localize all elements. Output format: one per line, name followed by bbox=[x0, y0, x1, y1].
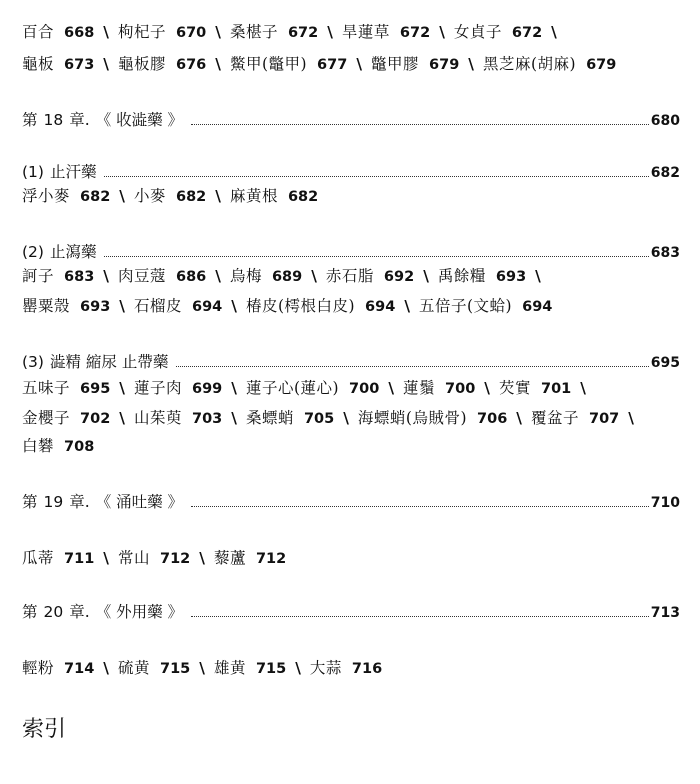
entry-name: 桑椹子 bbox=[229, 23, 278, 41]
chapter-page: 713 bbox=[650, 605, 680, 621]
chapter-unit: 章. bbox=[69, 111, 90, 129]
entry-name: 常山 bbox=[117, 549, 150, 567]
entry-item[interactable] bbox=[22, 54, 94, 75]
entry-name: 龜板膠 bbox=[117, 55, 166, 73]
separator: \ bbox=[103, 549, 109, 567]
chapter-unit: 章. bbox=[69, 603, 90, 621]
entry-item[interactable] bbox=[230, 266, 302, 287]
separator: \ bbox=[103, 23, 109, 41]
entry-item[interactable] bbox=[230, 186, 318, 207]
entry-page: 693 bbox=[80, 299, 111, 315]
entry-item[interactable] bbox=[419, 296, 552, 317]
entry-name: 石榴皮 bbox=[133, 297, 182, 315]
entry-name: 覆盆子 bbox=[530, 409, 579, 427]
entry-name: 椿皮(樗根白皮) bbox=[245, 297, 356, 315]
entry-name: 女貞子 bbox=[453, 23, 502, 41]
entry-item[interactable] bbox=[134, 296, 222, 317]
chapter-20-heading[interactable] bbox=[22, 602, 680, 623]
separator: \ bbox=[231, 409, 237, 427]
entry-page: 670 bbox=[175, 25, 207, 41]
entry-name: 五味子 bbox=[22, 379, 71, 397]
chapter-label: 第 bbox=[22, 603, 38, 621]
entry-page: 672 bbox=[287, 25, 319, 41]
separator: \ bbox=[215, 23, 221, 41]
entry-item[interactable] bbox=[22, 548, 94, 569]
entry-page: 679 bbox=[586, 57, 617, 73]
entry-item[interactable] bbox=[499, 378, 571, 399]
section-page: 695 bbox=[650, 355, 680, 371]
entry-page: 703 bbox=[191, 411, 223, 427]
entry-item[interactable] bbox=[22, 266, 94, 287]
entry-name: 硫黄 bbox=[117, 659, 150, 677]
chapter-label: 第 bbox=[22, 493, 38, 511]
entry-name: 金櫻子 bbox=[22, 409, 71, 427]
entry-item[interactable] bbox=[22, 436, 94, 457]
chapter-18-heading[interactable] bbox=[22, 110, 680, 131]
entry-page: 707 bbox=[588, 411, 620, 427]
entry-page: 672 bbox=[399, 25, 431, 41]
entry-page: 715 bbox=[159, 661, 191, 677]
section-page: 682 bbox=[650, 165, 680, 181]
entry-item[interactable] bbox=[230, 22, 318, 43]
entry-page: 689 bbox=[271, 269, 303, 285]
section-number: (2) bbox=[22, 243, 44, 261]
entry-item[interactable] bbox=[371, 54, 459, 75]
entry-page: 706 bbox=[477, 411, 508, 427]
chapter-number: 18 bbox=[43, 111, 64, 129]
entry-item[interactable] bbox=[118, 266, 206, 287]
entry-item[interactable] bbox=[246, 296, 395, 317]
separator: \ bbox=[119, 409, 125, 427]
entry-name: 蓮子肉 bbox=[133, 379, 182, 397]
chapter-title: 《 涌吐藥 》 bbox=[95, 493, 184, 511]
trailing-separator: \ bbox=[580, 379, 586, 397]
dot-leader bbox=[191, 505, 649, 507]
entry-row bbox=[22, 186, 672, 207]
entry-page: 715 bbox=[255, 661, 287, 677]
entry-name: 輕粉 bbox=[22, 659, 55, 677]
separator: \ bbox=[311, 267, 317, 285]
entry-item[interactable] bbox=[22, 658, 94, 679]
entry-item[interactable] bbox=[22, 408, 110, 429]
entry-name: 旱蓮草 bbox=[341, 23, 390, 41]
entry-name: 桑螵蛸 bbox=[245, 409, 294, 427]
entry-item[interactable] bbox=[22, 22, 94, 43]
separator: \ bbox=[295, 659, 301, 677]
dot-leader bbox=[104, 255, 648, 257]
separator: \ bbox=[388, 379, 394, 397]
section-number: (1) bbox=[22, 163, 44, 181]
separator: \ bbox=[119, 297, 125, 315]
entry-name: 海螵蛸(烏賊骨) bbox=[357, 409, 468, 427]
entry-name: 烏梅 bbox=[229, 267, 262, 285]
chapter-number: 19 bbox=[43, 493, 64, 511]
separator: \ bbox=[516, 409, 522, 427]
entry-page: 701 bbox=[540, 381, 572, 397]
separator: \ bbox=[103, 267, 109, 285]
entry-name: 訶子 bbox=[22, 267, 55, 285]
entry-page: 694 bbox=[365, 299, 396, 315]
separator: \ bbox=[215, 187, 221, 205]
separator: \ bbox=[119, 187, 125, 205]
entry-page: 705 bbox=[303, 411, 335, 427]
entry-name: 芡實 bbox=[498, 379, 531, 397]
entry-name: 鼈甲膠 bbox=[371, 55, 420, 73]
dot-leader bbox=[104, 175, 648, 177]
entry-page: 682 bbox=[287, 189, 319, 205]
entry-item[interactable] bbox=[531, 408, 619, 429]
section-number: (3) bbox=[22, 353, 44, 371]
separator: \ bbox=[404, 297, 410, 315]
chapter-page: 710 bbox=[650, 495, 680, 511]
separator: \ bbox=[343, 409, 349, 427]
entry-page: 668 bbox=[64, 25, 95, 41]
entry-item[interactable] bbox=[326, 266, 414, 287]
entry-name: 鱉甲(鼈甲) bbox=[229, 55, 308, 73]
entry-item[interactable] bbox=[230, 54, 347, 75]
entry-row bbox=[22, 408, 672, 429]
entry-page: 682 bbox=[80, 189, 111, 205]
entry-page: 700 bbox=[349, 381, 380, 397]
entry-page: 695 bbox=[80, 381, 111, 397]
entry-page: 692 bbox=[383, 269, 415, 285]
chapter-unit: 章. bbox=[69, 493, 90, 511]
separator: \ bbox=[215, 55, 221, 73]
entry-page: 708 bbox=[64, 439, 95, 455]
entry-page: 693 bbox=[495, 269, 527, 285]
entry-name: 黑芝麻(胡麻) bbox=[482, 55, 577, 73]
entry-name: 罌粟殼 bbox=[22, 297, 71, 315]
entry-row bbox=[22, 378, 672, 399]
entry-item[interactable] bbox=[118, 54, 206, 75]
separator: \ bbox=[199, 549, 205, 567]
entry-row bbox=[22, 266, 672, 287]
trailing-separator: \ bbox=[535, 267, 541, 285]
entry-name: 百合 bbox=[22, 23, 55, 41]
entry-page: 683 bbox=[64, 269, 95, 285]
entry-page: 672 bbox=[511, 25, 543, 41]
separator: \ bbox=[103, 55, 109, 73]
entry-item[interactable] bbox=[134, 408, 222, 429]
chapter-page: 680 bbox=[650, 113, 680, 129]
chapter-number: 20 bbox=[43, 603, 64, 621]
entry-name: 蓮鬚 bbox=[403, 379, 436, 397]
entry-page: 694 bbox=[191, 299, 223, 315]
entry-page: 699 bbox=[191, 381, 223, 397]
entry-name: 大蒜 bbox=[309, 659, 342, 677]
section-1-heading[interactable] bbox=[22, 162, 680, 183]
section-3-heading[interactable] bbox=[22, 352, 680, 373]
entry-name: 藜蘆 bbox=[213, 549, 246, 567]
entry-name: 枸杞子 bbox=[117, 23, 166, 41]
separator: \ bbox=[215, 267, 221, 285]
entry-name: 五倍子(文蛤) bbox=[419, 297, 513, 315]
entry-page: 700 bbox=[445, 381, 476, 397]
separator: \ bbox=[103, 659, 109, 677]
entry-page: 712 bbox=[255, 551, 287, 567]
trailing-separator: \ bbox=[551, 23, 557, 41]
entry-page: 714 bbox=[64, 661, 95, 677]
entry-page: 673 bbox=[64, 57, 95, 73]
entry-page: 702 bbox=[80, 411, 111, 427]
entry-item[interactable] bbox=[403, 378, 475, 399]
entry-item[interactable] bbox=[22, 378, 110, 399]
section-title: 止瀉藥 bbox=[49, 243, 97, 261]
entry-page: 686 bbox=[175, 269, 207, 285]
section-page: 683 bbox=[650, 245, 680, 261]
entry-item[interactable] bbox=[134, 186, 206, 207]
entry-name: 山茱萸 bbox=[133, 409, 182, 427]
entry-page: 711 bbox=[64, 551, 95, 567]
chapter-label: 第 bbox=[22, 111, 38, 129]
entry-page: 712 bbox=[159, 551, 191, 567]
entry-page: 694 bbox=[522, 299, 553, 315]
entry-page: 682 bbox=[175, 189, 207, 205]
dot-leader bbox=[191, 615, 649, 617]
entry-item[interactable] bbox=[454, 22, 542, 43]
separator: \ bbox=[439, 23, 445, 41]
separator: \ bbox=[356, 55, 362, 73]
trailing-separator: \ bbox=[628, 409, 634, 427]
entry-row bbox=[22, 658, 672, 679]
entry-row bbox=[22, 22, 672, 43]
entry-item[interactable] bbox=[342, 22, 430, 43]
entry-name: 白礬 bbox=[22, 437, 55, 455]
entry-row bbox=[22, 54, 672, 75]
chapter-title: 《 收澁藥 》 bbox=[95, 111, 184, 129]
dot-leader bbox=[176, 365, 648, 367]
entry-name: 禹餘糧 bbox=[437, 267, 486, 285]
separator: \ bbox=[119, 379, 125, 397]
entry-name: 小麥 bbox=[133, 187, 166, 205]
chapter-title: 《 外用藥 》 bbox=[95, 603, 184, 621]
entry-item[interactable] bbox=[22, 186, 110, 207]
entry-item[interactable] bbox=[118, 658, 190, 679]
entry-name: 雄黄 bbox=[213, 659, 246, 677]
chapter-19-heading[interactable] bbox=[22, 492, 680, 513]
entry-name: 浮小麥 bbox=[22, 187, 71, 205]
entry-page: 679 bbox=[429, 57, 460, 73]
entry-name: 麻黄根 bbox=[229, 187, 278, 205]
separator: \ bbox=[231, 379, 237, 397]
entry-name: 肉豆蔻 bbox=[117, 267, 166, 285]
dot-leader bbox=[191, 123, 649, 125]
entry-item[interactable] bbox=[118, 548, 190, 569]
entry-page: 677 bbox=[317, 57, 348, 73]
entry-item[interactable] bbox=[214, 548, 286, 569]
entry-name: 龜板 bbox=[22, 55, 55, 73]
separator: \ bbox=[423, 267, 429, 285]
section-2-heading[interactable] bbox=[22, 242, 680, 263]
entry-item[interactable] bbox=[118, 22, 206, 43]
entry-item[interactable] bbox=[483, 54, 616, 75]
entry-name: 瓜蒂 bbox=[22, 549, 55, 567]
separator: \ bbox=[484, 379, 490, 397]
entry-name: 赤石脂 bbox=[325, 267, 374, 285]
separator: \ bbox=[468, 55, 474, 73]
separator: \ bbox=[231, 297, 237, 315]
entry-row bbox=[22, 436, 672, 457]
entry-row bbox=[22, 296, 672, 317]
entry-page: 716 bbox=[351, 661, 383, 677]
entry-page: 676 bbox=[175, 57, 207, 73]
entry-item[interactable] bbox=[358, 408, 507, 429]
separator: \ bbox=[327, 23, 333, 41]
entry-item[interactable] bbox=[246, 408, 334, 429]
entry-item[interactable] bbox=[214, 658, 286, 679]
index-title[interactable]: 索引 bbox=[22, 717, 67, 742]
entry-item[interactable] bbox=[246, 378, 379, 399]
entry-name: 蓮子心(蓮心) bbox=[245, 379, 340, 397]
section-title: 澁精 縮尿 止帶藥 bbox=[49, 353, 169, 371]
entry-item[interactable] bbox=[22, 296, 110, 317]
entry-row bbox=[22, 548, 672, 569]
entry-item[interactable] bbox=[438, 266, 526, 287]
section-title: 止汗藥 bbox=[49, 163, 97, 181]
entry-item[interactable] bbox=[134, 378, 222, 399]
separator: \ bbox=[199, 659, 205, 677]
entry-item[interactable] bbox=[310, 658, 382, 679]
